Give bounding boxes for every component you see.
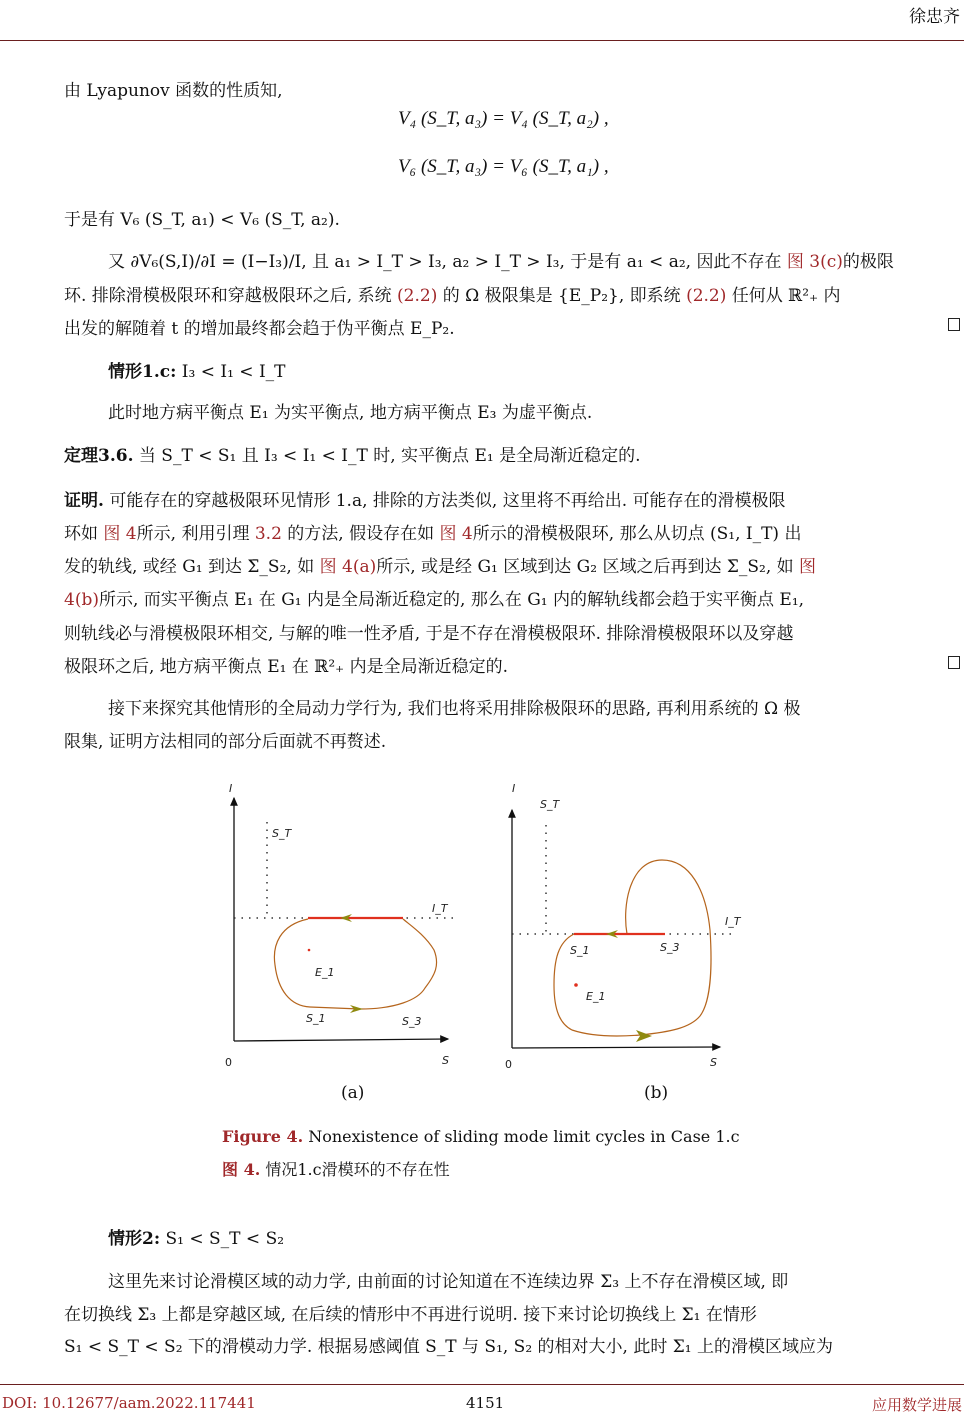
case-heading: 情形2: S₁ < S_T < S₂ [108,1229,285,1249]
figure-link[interactable]: 图 3(c) [786,252,843,272]
figure-link[interactable]: 图 4 [103,524,137,544]
x-axis-label: S [442,1054,449,1067]
paragraph-line: 这里先来讨论滑模区域的动力学, 由前面的讨论知道在不连续边界 Σ₃ 上不存在滑模区域, 即 [108,1272,789,1292]
x-axis [512,1047,720,1048]
paragraph-line: S₁ < S_T < S₂ 下的滑模动力学. 根据易感阈值 S_T 与 S₁, S₂ 的相对大小, 此时 Σ₁ 上的滑模区域应为 [64,1337,833,1357]
x-axis [234,1039,448,1041]
theorem: 定理3.6. 当 S_T < S₁ 且 I₃ < I₁ < I_T 时, 实平衡点 E₁ 是全局渐近稳定的. [64,446,641,466]
e1-label: E_1 [586,990,606,1003]
figure-link[interactable]: 图 [799,557,817,577]
x-axis-label: S [710,1056,717,1069]
subfigure-label-a: (a) [341,1083,365,1103]
paragraph: 此时地方病平衡点 E₁ 为实平衡点, 地方病平衡点 E₃ 为虚平衡点. [108,403,593,423]
equilibrium-e1 [308,949,311,952]
it-label: I_T [725,915,741,928]
st-label: S_T [272,827,292,840]
case-heading: 情形1.c: I₃ < I₁ < I_T [108,362,286,382]
equilibrium-e1 [574,983,578,987]
s3-label: S_3 [402,1015,422,1028]
equation-link[interactable]: (2.2) [397,286,438,306]
proof-line: 4(b)所示, 而实平衡点 E₁ 在 G₁ 内是全局渐近稳定的, 那么在 G₁ 内的解轨线都会趋于实平衡点 E₁, [64,590,805,610]
header-rule [0,40,964,41]
footer-journal[interactable]: 应用数学进展 [871,1396,962,1414]
figure-4 [220,780,790,1080]
paragraph-line: 在切换线 Σ₃ 上都是穿越区域, 在后续的情形中不再进行说明. 接下来讨论切换线上 Σ₁ 在情形 [64,1305,757,1325]
origin-label: 0 [225,1056,232,1069]
paragraph-line: 又 ∂V₆(S,I)/∂I = (I−I₃)/I, 且 a₁ > I_T > I₃, a₂ > I_T > I₃, 于是有 a₁ < a₂, 因此不存在 图 3(c)的极限 [108,252,894,272]
equation: V₆ (S_T, a₃) = V₆ (S_T, a₁) , [398,156,609,177]
figure-link[interactable]: 图 4(a) [319,557,377,577]
st-label: S_T [540,798,560,811]
e1-label: E_1 [315,966,335,979]
proof-line: 证明. 可能存在的穿越极限环见情形 1.a, 排除的方法类似, 这里将不再给出. 可能存在的滑模极限 [64,491,786,511]
panel-b [505,782,742,1071]
y-axis-label: I [512,782,516,795]
proof-line: 则轨线必与滑模极限环相交, 与解的唯一性矛盾, 于是不存在滑模极限环. 排除滑模极限环以及穿越 [64,624,794,644]
panel-a [225,782,455,1069]
header-author: 徐忠齐 [909,7,960,27]
arrow-right-icon [636,1030,652,1042]
paragraph-line: 限集, 证明方法相同的部分后面就不再赘述. [64,732,387,752]
equation-link[interactable]: (2.2) [686,286,727,306]
paragraph: 由 Lyapunov 函数的性质知, [64,81,283,101]
equation: V₄ (S_T, a₃) = V₄ (S_T, a₂) , [398,108,609,129]
footer-page-number: 4151 [466,1394,505,1412]
caption-zh: 图 4. 情况1.c滑模环的不存在性 [222,1160,450,1179]
figure-link[interactable]: 4(b) [64,590,99,610]
footer-rule [0,1384,964,1385]
origin-label: 0 [505,1058,512,1071]
proof-line: 环如 图 4所示, 利用引理 3.2 的方法, 假设存在如 图 4所示的滑模极限环, 那么从切点 (S₁, I_T) 出 [64,524,802,544]
footer-doi[interactable]: DOI: 10.12677/aam.2022.117441 [2,1394,256,1412]
lemma-link[interactable]: 3.2 [254,524,282,544]
s3-label: S_3 [660,941,680,954]
trajectory-curve [274,919,436,1009]
figure-link[interactable]: 图 4 [439,524,473,544]
proof-line: 极限环之后, 地方病平衡点 E₁ 在 ℝ²₊ 内是全局渐近稳定的. [64,657,508,677]
s1-label: S_1 [570,944,590,957]
proof-line: 发的轨线, 或经 G₁ 到达 Σ̄_S₂, 如 图 4(a)所示, 或是经 G₁ 区域到达 G₂ 区域之后再到达 Σ̄_S₂, 如 图 [64,557,817,577]
it-label: I_T [432,902,448,915]
qed-symbol [948,656,960,669]
s1-label: S_1 [306,1012,326,1025]
caption-en: Figure 4. Nonexistence of sliding mode limit cycles in Case 1.c [222,1127,740,1146]
paragraph-line: 接下来探究其他情形的全局动力学行为, 我们也将采用排除极限环的思路, 再利用系统的 Ω 极 [108,699,801,719]
y-axis-label: I [229,782,233,795]
subfigure-label-b: (b) [644,1083,669,1103]
paragraph-line: 环. 排除滑模极限环和穿越极限环之后, 系统 (2.2) 的 Ω 极限集是 {E_P₂}, 即系统 (2.2) 任何从 ℝ²₊ 内 [64,286,841,306]
paragraph-line: 出发的解随着 t 的增加最终都会趋于伪平衡点 E_P₂. [64,319,455,339]
paragraph: 于是有 V₆ (S_T, a₁) < V₆ (S_T, a₂). [64,210,340,230]
qed-symbol [948,318,960,331]
